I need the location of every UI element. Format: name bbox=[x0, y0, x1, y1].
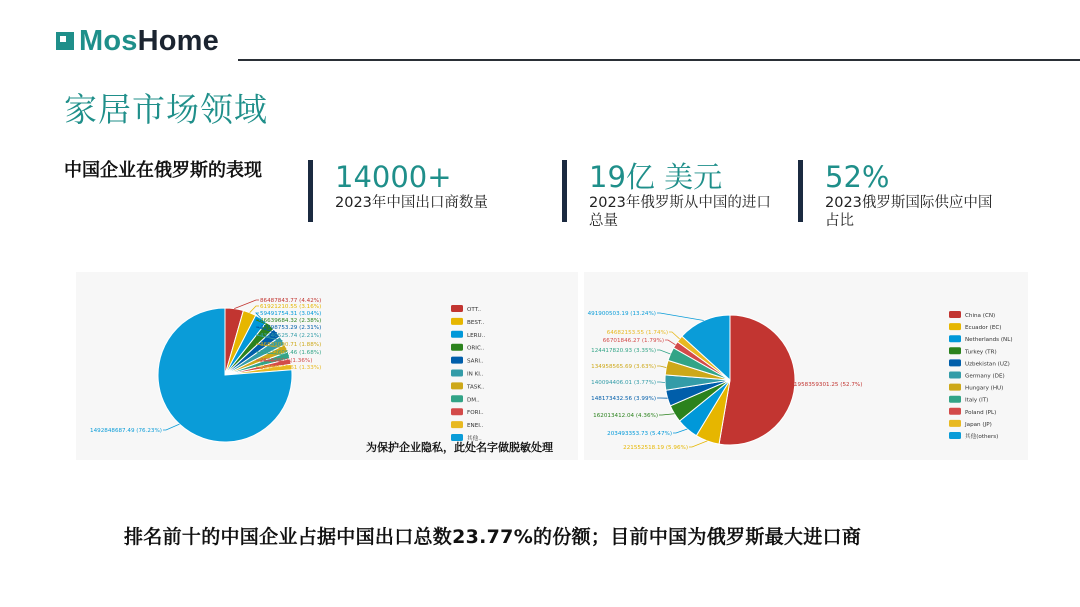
legend-swatch bbox=[451, 408, 463, 415]
legend-swatch bbox=[949, 408, 961, 415]
legend-swatch bbox=[451, 395, 463, 402]
legend-swatch bbox=[451, 382, 463, 389]
legend-label: Hungary (HU) bbox=[965, 385, 1004, 392]
logo-mark-icon bbox=[56, 32, 74, 50]
pie-data-label: 46639684.32 (2.38%) bbox=[260, 318, 322, 324]
legend-label: LERU.. bbox=[467, 332, 486, 339]
pie-data-label: 33022606.46 (1.68%) bbox=[260, 350, 322, 356]
privacy-note: 为保护企业隐私，此处名字做脱敏处理 bbox=[366, 441, 553, 454]
pie-data-label: 124417820.93 (3.35%) bbox=[591, 348, 656, 354]
countries-pie-chart-panel bbox=[584, 272, 1028, 460]
legend-label: 其他.. bbox=[467, 436, 482, 442]
legend-swatch bbox=[949, 335, 961, 342]
pie-data-label: 59491754.31 (3.04%) bbox=[260, 311, 322, 317]
pie-data-label: 66701846.27 (1.79%) bbox=[602, 338, 664, 344]
legend-swatch bbox=[451, 305, 463, 312]
header-divider bbox=[238, 59, 1080, 61]
legend-swatch bbox=[949, 384, 961, 391]
stat-exporters bbox=[308, 160, 488, 222]
legend-label: BEST.. bbox=[467, 319, 485, 326]
legend-label: ORIC.. bbox=[467, 345, 485, 352]
stat-china-share bbox=[798, 160, 993, 229]
stat-value: 14000+ bbox=[335, 160, 452, 194]
legend-label: IN KI.. bbox=[467, 371, 484, 378]
pie-label-line bbox=[665, 340, 675, 345]
section-subhead: 中国企业在俄罗斯的表现 bbox=[64, 160, 262, 181]
legend-label: 其他(others) bbox=[965, 434, 999, 440]
pie-label-line bbox=[669, 332, 680, 339]
stat-label: 总量 bbox=[589, 213, 618, 229]
pie-data-label: 25993518.61 (1.33%) bbox=[260, 365, 322, 371]
legend-swatch bbox=[451, 331, 463, 338]
stat-label: 2023年中国出口商数量 bbox=[335, 195, 488, 211]
summary-text: 排名前十的中国企业占据中国出口总数23.77%的份额；目前中国为俄罗斯最大进口商 bbox=[124, 526, 862, 548]
pie-data-label: 1958359301.25 (52.7%) bbox=[794, 382, 863, 388]
stat-value: 52% bbox=[825, 160, 890, 194]
pie-data-label: 203493353.73 (5.47%) bbox=[607, 431, 672, 437]
legend-label: Italy (IT) bbox=[965, 397, 989, 404]
legend-swatch bbox=[949, 311, 961, 318]
legend-label: SARI.. bbox=[467, 358, 484, 365]
pie-data-label: 43240525.74 (2.21%) bbox=[260, 333, 322, 339]
legend-label: Netherlands (NL) bbox=[965, 337, 1013, 344]
pie-label-line bbox=[234, 300, 259, 309]
logo-text-home: Home bbox=[137, 24, 219, 57]
legend-swatch bbox=[451, 344, 463, 351]
legend-swatch bbox=[451, 318, 463, 325]
legend-swatch bbox=[949, 372, 961, 379]
legend-swatch bbox=[949, 347, 961, 354]
pie-data-label: 134958565.69 (3.63%) bbox=[591, 364, 656, 370]
stat-label: 2023俄罗斯国际供应中国 bbox=[825, 195, 993, 211]
stat-value: 19亿 美元 bbox=[589, 160, 723, 194]
legend-swatch bbox=[949, 420, 961, 427]
legend-label: Germany (DE) bbox=[965, 373, 1005, 380]
pie-data-label: 61921210.55 (3.16%) bbox=[260, 304, 322, 310]
pie-data-label: 36831090.71 (1.88%) bbox=[260, 342, 322, 348]
pie-label-line bbox=[657, 382, 665, 383]
pie-data-label: 1492848687.49 (76.23%) bbox=[90, 428, 162, 434]
pie-data-label: 148173432.56 (3.99%) bbox=[591, 396, 656, 402]
legend-swatch bbox=[949, 396, 961, 403]
pie-data-label: 221552518.19 (5.96%) bbox=[623, 445, 688, 451]
legend-swatch bbox=[451, 370, 463, 377]
legend-swatch bbox=[949, 432, 961, 439]
legend-label: Japan (JP) bbox=[965, 421, 992, 428]
logo-text bbox=[79, 25, 219, 58]
pie-data-label: 45198753.29 (2.31%) bbox=[260, 325, 322, 331]
pie-label-line bbox=[689, 441, 707, 447]
legend-label: Poland (PL) bbox=[965, 409, 997, 416]
legend-label: FORI.. bbox=[467, 410, 484, 417]
pie-label-line bbox=[659, 414, 674, 415]
legend-label: DM.. bbox=[467, 397, 480, 404]
stat-label: 2023年俄罗斯从中国的进口 bbox=[589, 195, 771, 211]
legend-label: OTT.. bbox=[467, 307, 482, 313]
pie-data-label: 491900503.19 (13.24%) bbox=[587, 311, 656, 317]
legend-label: Ecuador (EC) bbox=[965, 325, 1002, 332]
pie-label-line bbox=[163, 424, 179, 430]
stat-import-volume bbox=[562, 160, 771, 229]
pie-label-line bbox=[657, 366, 666, 368]
pie-label-line bbox=[250, 306, 259, 313]
legend-swatch bbox=[949, 359, 961, 366]
stat-label: 占比 bbox=[825, 213, 854, 229]
countries-pie-chart bbox=[584, 272, 1028, 460]
legend-label: Uzbekistan (UZ) bbox=[965, 361, 1010, 368]
pie-data-label: 26587604 (1.36%) bbox=[260, 358, 313, 364]
pie-label-line bbox=[673, 429, 687, 433]
legend-label: TASK.. bbox=[467, 384, 485, 391]
companies-pie-chart-panel bbox=[76, 272, 578, 460]
legend-swatch bbox=[451, 421, 463, 428]
pie-label-line bbox=[657, 350, 670, 354]
moshome-logo bbox=[56, 24, 219, 58]
legend-swatch bbox=[451, 357, 463, 364]
pie-data-label: 140094406.01 (3.77%) bbox=[591, 380, 656, 386]
pie-data-label: 64682153.55 (1.74%) bbox=[606, 330, 668, 336]
pie-data-label: 162013412.04 (4.36%) bbox=[593, 413, 658, 419]
legend-label: China (CN) bbox=[965, 313, 996, 319]
pie-label-line bbox=[657, 313, 704, 321]
legend-swatch bbox=[949, 323, 961, 330]
legend-label: ENEI.. bbox=[467, 423, 484, 430]
pie-data-label: 86487843.77 (4.42%) bbox=[260, 298, 322, 304]
legend-label: Turkey (TR) bbox=[965, 349, 997, 356]
logo-text-mos: Mos bbox=[79, 24, 138, 57]
companies-pie-chart bbox=[76, 272, 578, 460]
page-title: 家居市场领域 bbox=[64, 90, 268, 129]
